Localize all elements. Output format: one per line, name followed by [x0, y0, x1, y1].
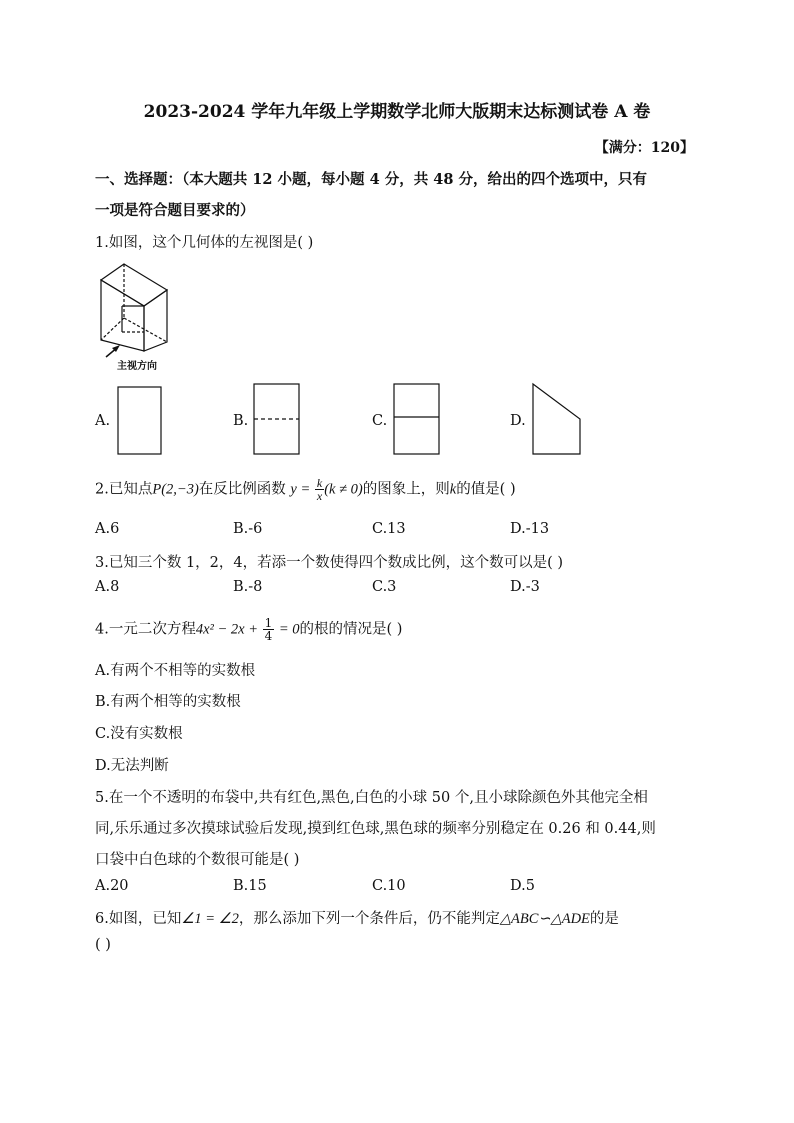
q2-mid: 在反比例函数	[198, 481, 286, 498]
q4-option-b: B.有两个相等的实数根	[95, 694, 241, 710]
q4-frac-den: 4	[264, 629, 273, 643]
q2-option-c: C.13	[372, 521, 406, 537]
q1-figure-caption: 主视方向	[117, 361, 157, 372]
q2-prefix: 2.已知点	[95, 481, 153, 498]
q1-stem: 1.如图，这个几何体的左视图是( )	[95, 235, 314, 251]
q2-frac-den: x	[316, 489, 323, 503]
q4-prefix: 4.一元二次方程	[95, 621, 196, 638]
q4-option-a: A.有两个不相等的实数根	[95, 663, 256, 679]
page-title: 2023-2024 学年九年级上学期数学北师大版期末达标测试卷 A 卷	[143, 102, 651, 122]
q2-point: P(2,−3)	[152, 481, 199, 498]
q6-line2: ( )	[95, 937, 111, 953]
q6-prefix: 6.如图，已知	[95, 911, 182, 927]
score-label: 【满分：120】	[594, 140, 694, 156]
q2-func-lhs: y =	[290, 481, 311, 498]
q4-option-d: D.无法判断	[95, 758, 169, 774]
q1-option-c-view	[393, 383, 440, 455]
q6-suffix: 的是	[589, 911, 619, 927]
q3-option-a: A.8	[95, 579, 120, 595]
q2-option-d: D.-13	[510, 521, 550, 537]
q4-suffix: 的根的情况是( )	[299, 621, 403, 638]
q2-suffix2: 的值是( )	[456, 481, 516, 498]
q5-option-b: B.15	[233, 878, 267, 894]
section-heading-line1: 一、选择题：（本大题共 12 小题，每小题 4 分，共 48 分，给出的四个选项中，只有	[95, 171, 647, 188]
q4-eq-a: 4x² − 2x +	[195, 621, 259, 638]
q2-func-cond: (k ≠ 0)	[324, 481, 363, 498]
q4-fraction	[263, 617, 275, 642]
q2-option-a: A.6	[95, 521, 120, 537]
q3-option-b: B.-8	[233, 579, 263, 595]
q3-option-c: C.3	[372, 579, 397, 595]
q2-option-b: B.-6	[233, 521, 263, 537]
q1-solid-figure	[98, 262, 168, 372]
q1-option-b-view	[253, 383, 300, 455]
q4-stem	[95, 617, 402, 642]
section-heading-line2: 一项是符合题目要求的）	[95, 202, 255, 219]
q4-option-c: C.没有实数根	[95, 726, 183, 742]
q5-line3: 口袋中白色球的个数很可能是( )	[95, 852, 300, 868]
q2-stem	[95, 477, 516, 502]
q1-option-a: A.	[95, 413, 111, 429]
q5-option-a: A.20	[95, 878, 129, 894]
q5-option-d: D.5	[510, 878, 535, 894]
q6-mid: ，那么添加下列一个条件后，仍不能判定	[238, 911, 500, 927]
q2-suffix1: 的图象上，则	[362, 481, 450, 498]
q3-option-d: D.-3	[510, 579, 540, 595]
q1-option-a-view	[117, 386, 162, 456]
q6-similar: △ABC∽△ADE	[499, 911, 590, 927]
q5-line2: 同,乐乐通过多次摸球试验后发现,摸到红色球,黑色球的频率分别稳定在 0.26 和 0.44,则	[95, 821, 656, 837]
q1-option-d: D.	[510, 413, 526, 429]
q4-eq-b: = 0	[278, 621, 300, 638]
q4-frac-num: 1	[264, 616, 273, 630]
q2-k: k	[449, 481, 457, 498]
q5-option-c: C.10	[372, 878, 406, 894]
q6-stem	[95, 907, 619, 928]
q1-option-d-view	[532, 383, 582, 455]
q6-angles: ∠1 = ∠2	[181, 911, 239, 927]
q2-frac-num: k	[316, 476, 323, 490]
q1-option-b: B.	[233, 413, 249, 429]
q5-line1: 5.在一个不透明的布袋中,共有红色,黑色,白色的小球 50 个,且小球除颜色外其他完全相	[95, 790, 648, 806]
q2-fraction	[315, 477, 324, 502]
q1-option-c: C.	[372, 413, 388, 429]
q3-stem: 3.已知三个数 1，2，4，若添一个数使得四个数成比例，这个数可以是( )	[95, 555, 564, 571]
